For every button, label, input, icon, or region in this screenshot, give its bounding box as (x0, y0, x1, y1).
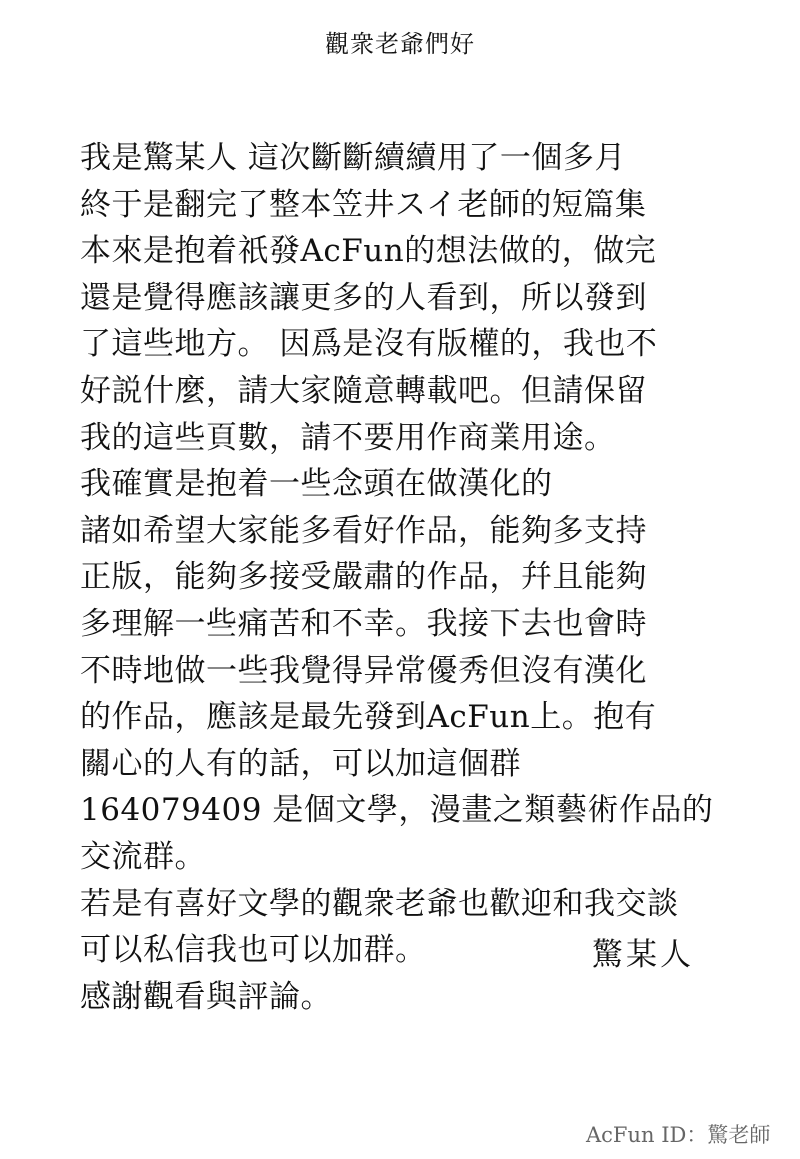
body-line: 164079409 是個文學，漫畫之類藝術作品的 (80, 792, 714, 829)
body-line: 感謝觀看與評論。 (80, 978, 332, 1015)
body-line: 還是覺得應該讓更多的人看到，所以發到 (80, 279, 647, 316)
body-line: 可以私信我也可以加群。 (80, 932, 427, 969)
body-line: 我確實是抱着一些念頭在做漢化的 (80, 466, 553, 503)
body-line: 我是驚某人 這次斷斷續續用了一個多月 (80, 140, 626, 176)
watermark: AcFun ID：驚老師 (586, 1123, 771, 1147)
body-line: 的作品，應該是最先發到AcFun上。抱有 (80, 699, 657, 736)
body-line: 多理解一些痛苦和不幸。我接下去也會時 (80, 605, 647, 642)
body-line: 了這些地方。 因爲是沒有版權的，我也不 (80, 326, 658, 363)
body-line: 好説什麼，請大家隨意轉載吧。但請保留 (80, 372, 647, 409)
body-line: 諸如希望大家能多看好作品，能夠多支持 (80, 512, 647, 549)
letter-body (80, 135, 780, 1020)
page-title: 觀衆老爺們好 (325, 30, 475, 58)
body-line: 若是有喜好文學的觀衆老爺也歡迎和我交談 (80, 885, 679, 922)
signature: 驚某人 (592, 937, 694, 973)
body-line: 不時地做一些我覺得异常優秀但沒有漢化 (80, 652, 647, 689)
body-line: 終于是翻完了整本笠井スイ老師的短篇集 (80, 186, 647, 223)
body-line: 本來是抱着祇發AcFun的想法做的，做完 (80, 233, 657, 270)
body-line: 我的這些頁數，請不要用作商業用途。 (80, 419, 616, 456)
body-line: 交流群。 (80, 838, 206, 875)
body-line: 正版，能夠多接受嚴肅的作品，幷且能夠 (80, 559, 647, 596)
body-line: 關心的人有的話，可以加這個群 (80, 745, 521, 782)
